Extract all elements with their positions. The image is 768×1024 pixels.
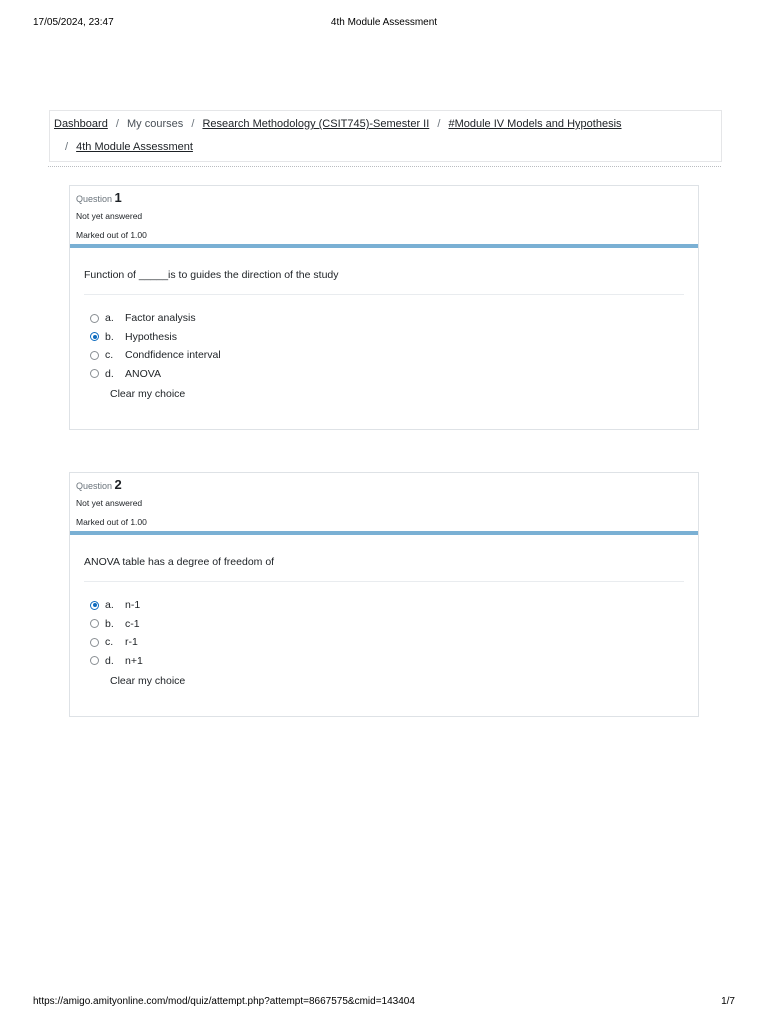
- answer-list: [84, 582, 684, 688]
- question-text: ANOVA table has a degree of freedom of: [84, 553, 684, 582]
- radio-button[interactable]: [90, 351, 99, 360]
- answer-text: n+1: [125, 654, 143, 667]
- answer-letter: c.: [105, 636, 114, 649]
- question-state: Not yet answered: [76, 498, 143, 508]
- answer-option-c[interactable]: [90, 633, 684, 652]
- breadcrumb: [49, 110, 722, 162]
- breadcrumb-course-link[interactable]: Research Methodology (CSIT745)-Semester II: [202, 118, 430, 130]
- question-number-value: 1: [114, 190, 122, 205]
- question-text: Function of _____is to guides the direction of the study: [84, 266, 684, 295]
- radio-button[interactable]: [90, 619, 99, 628]
- radio-button[interactable]: [90, 656, 99, 665]
- answer-text: ANOVA: [125, 367, 161, 380]
- answer-letter: b.: [105, 330, 114, 343]
- breadcrumb-dashboard-link[interactable]: Dashboard: [54, 118, 108, 130]
- divider: [48, 166, 721, 167]
- question-number-value: 2: [114, 477, 122, 492]
- answer-option-c[interactable]: [90, 346, 684, 365]
- question-info: [70, 473, 698, 535]
- print-footer-page-number: 1/7: [721, 996, 735, 1007]
- answer-option-b[interactable]: [90, 328, 684, 347]
- clear-choice-link[interactable]: Clear my choice: [110, 388, 186, 400]
- question-grade: Marked out of 1.00: [76, 517, 147, 527]
- question-grade: Marked out of 1.00: [76, 230, 147, 240]
- answer-text: Hypothesis: [125, 330, 177, 343]
- answer-text: c-1: [125, 617, 140, 630]
- breadcrumb-separator: /: [65, 141, 69, 153]
- radio-button-selected[interactable]: [90, 332, 99, 341]
- answer-letter: d.: [105, 367, 114, 380]
- breadcrumb-section-link[interactable]: #Module IV Models and Hypothesis: [448, 118, 622, 130]
- question-label: Question: [76, 194, 113, 204]
- answer-option-a[interactable]: [90, 596, 684, 615]
- answer-text: Factor analysis: [125, 312, 196, 325]
- radio-button[interactable]: [90, 369, 99, 378]
- breadcrumb-separator: /: [191, 118, 195, 130]
- print-footer-url: https://amigo.amityonline.com/mod/quiz/attempt.php?attempt=8667575&cmid=143404: [33, 996, 415, 1007]
- question-info: [70, 186, 698, 248]
- print-header-title: 4th Module Assessment: [330, 17, 438, 28]
- clear-choice-link[interactable]: Clear my choice: [110, 675, 186, 687]
- answer-text: n-1: [125, 599, 141, 612]
- question-number: [76, 477, 692, 494]
- breadcrumb-separator: /: [437, 118, 441, 130]
- answer-option-a[interactable]: [90, 309, 684, 328]
- question-state: Not yet answered: [76, 211, 143, 221]
- question-number: [76, 190, 692, 207]
- question-label: Question: [76, 481, 113, 491]
- answer-list: [84, 295, 684, 401]
- radio-button[interactable]: [90, 314, 99, 323]
- print-header-date: 17/05/2024, 23:47: [33, 17, 114, 28]
- answer-option-d[interactable]: [90, 652, 684, 671]
- answer-letter: b.: [105, 617, 114, 630]
- question-content: [70, 535, 698, 700]
- answer-option-d[interactable]: [90, 365, 684, 384]
- breadcrumb-current-link[interactable]: 4th Module Assessment: [76, 141, 193, 153]
- breadcrumb-my-courses: My courses: [127, 118, 184, 130]
- breadcrumb-line-1: [54, 113, 717, 136]
- radio-button-selected[interactable]: [90, 601, 99, 610]
- answer-letter: d.: [105, 654, 114, 667]
- answer-text: Condfidence interval: [125, 349, 221, 362]
- answer-letter: c.: [105, 349, 114, 362]
- answer-letter: a.: [105, 599, 114, 612]
- answer-text: r-1: [125, 636, 138, 649]
- radio-button[interactable]: [90, 638, 99, 647]
- question-content: [70, 248, 698, 413]
- question-2: [69, 472, 699, 717]
- breadcrumb-separator: /: [115, 118, 119, 130]
- answer-letter: a.: [105, 312, 114, 325]
- question-1: [69, 185, 699, 430]
- breadcrumb-line-2: [54, 136, 717, 159]
- answer-option-b[interactable]: [90, 615, 684, 634]
